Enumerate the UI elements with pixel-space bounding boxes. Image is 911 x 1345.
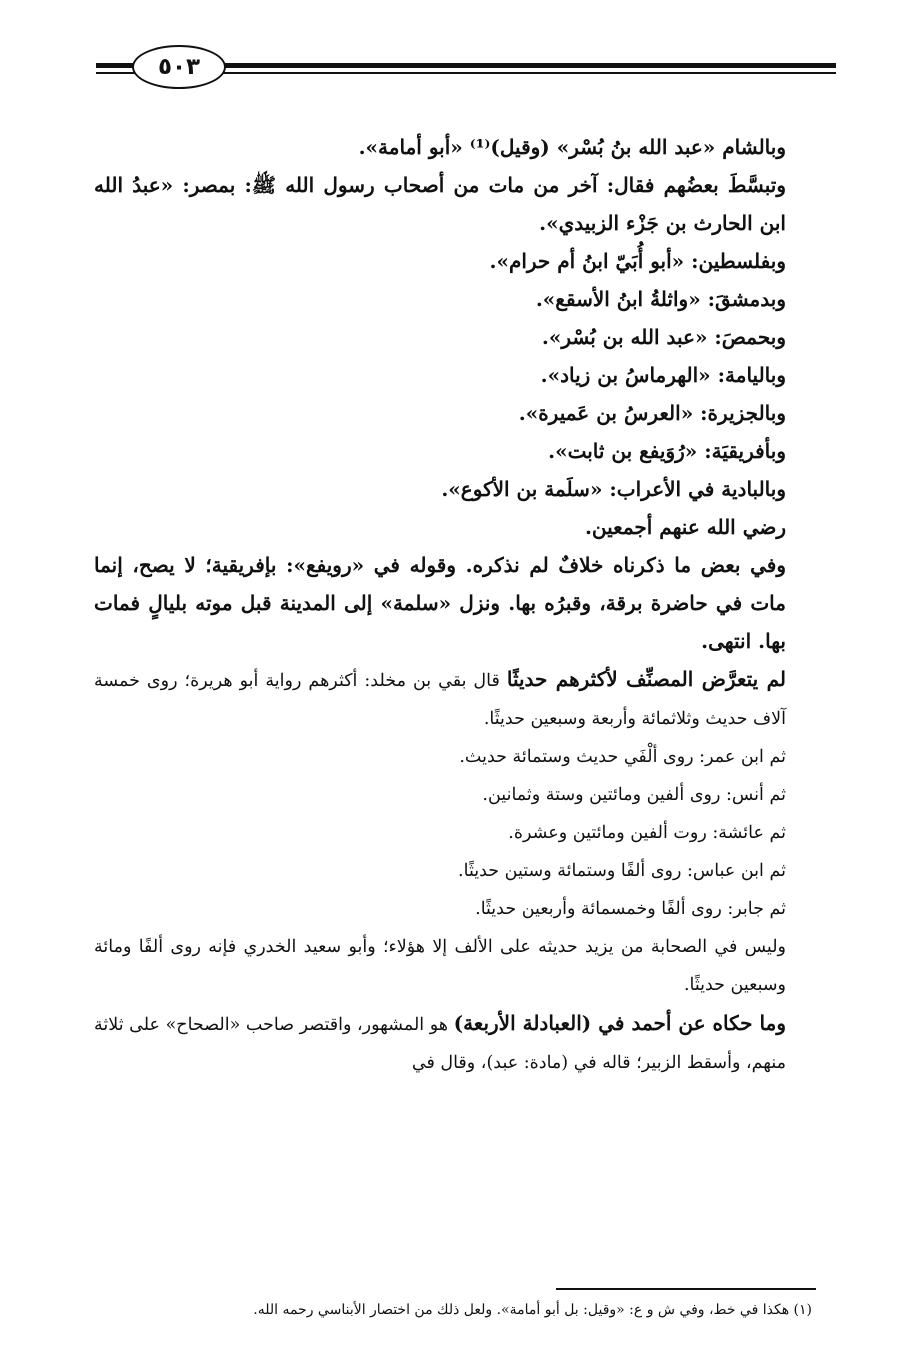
paragraph-radi: رضي الله عنهم أجمعين. [584,515,786,539]
paragraph-dimashq: وبدمشقَ: «واثلةُ ابنُ الأسقع». [535,287,786,311]
page-body [94,128,816,1082]
paragraph-falastin: وبفلسطين: «أبو أُبَيّ ابنُ أم حرام». [489,249,786,273]
paragraph-anas: ثم أنس: روى ألفين ومائتين وستة وثمانين. [482,785,786,805]
rest-abadila: هو المشهور، واقتصر صاحب «الصحاح» على ثلاثة منهم، وأسقط الزبير؛ قاله في (مادة: عبد)، وقال في [94,1015,786,1073]
paragraph-aktharuhum [94,660,816,738]
paragraph-khilaf: وفي بعض ما ذكرناه خلافٌ لم نذكره. وقوله في «رويفع»: بإفريقية؛ لا يصح، إنما مات في حاضرة برقة، وقبرُه بها. ونزل «سلمة» إلى المدينة قبل موته بليالٍ فمات بها. انتهى. [94,553,786,653]
bold-lead-aktharuhum: لم يتعرَّض المصنِّف لأكثرهم حديثًا [506,667,786,691]
paragraph-afriqiya: وبأفريقيَة: «رُوَيفع بن ثابت». [548,439,786,463]
paragraph-jabir: ثم جابر: روى ألفًا وخمسمائة وأربعين حديثًا. [475,899,786,919]
paragraph-badiya: وبالبادية في الأعراب: «سلَمة بن الأكوع». [441,477,786,501]
paragraph-aisha: ثم عائشة: روت ألفين ومائتين وعشرة. [508,823,786,843]
paragraph-yamama: وباليامة: «الهرماسُ بن زياد». [540,363,786,387]
footnote-rule [556,1288,816,1290]
footnote-text: (١) هكذا في خط، وفي ش و ع: «وقيل: بل أبو أمامة». ولعل ذلك من اختصار الأبناسي رحمه الله. [253,1301,812,1318]
paragraph-tabassata: وتبسَّطَ بعضُهم فقال: آخر من مات من أصحاب رسول الله ﷺ: بمصر: «عبدُ الله ابن الحارث بن جَزْء الزبيدي». [94,173,786,235]
page-header [96,42,836,92]
bold-lead-abadila: وما حكاه عن أحمد في (العبادلة الأربعة) [453,1011,786,1035]
footnote-area [94,1288,816,1320]
paragraph-abadila [94,1004,816,1082]
paragraph-ibn-abbas: ثم ابن عباس: روى ألفًا وستمائة وستين حديثًا. [458,861,786,881]
paragraph-jazira: وبالجزيرة: «العرسُ بن عَميرة». [518,401,786,425]
page-number: ٥٠٣ [132,45,226,89]
paragraph-ibn-umar: ثم ابن عمر: روى ألْفَي حديث وستمائة حديث. [459,747,786,767]
rest-aktharuhum: قال بقي بن مخلد: أكثرهم رواية أبو هريرة؛ روى خمسة آلاف حديث وثلاثمائة وأربعة وسبعين حديثًا. [94,671,786,729]
paragraph-shaam: وبالشام «عبد الله بنُ بُسْر» (وقيل)⁽¹⁾ «أبو أمامة». [358,135,786,159]
paragraph-laysa: وليس في الصحابة من يزيد حديثه على الألف إلا هؤلاء؛ وأبو سعيد الخدري فإنه روى ألفًا ومائة وسبعين حديثًا. [94,937,786,995]
paragraph-hims: وبحمصَ: «عبد الله بن بُسْر». [541,325,786,349]
